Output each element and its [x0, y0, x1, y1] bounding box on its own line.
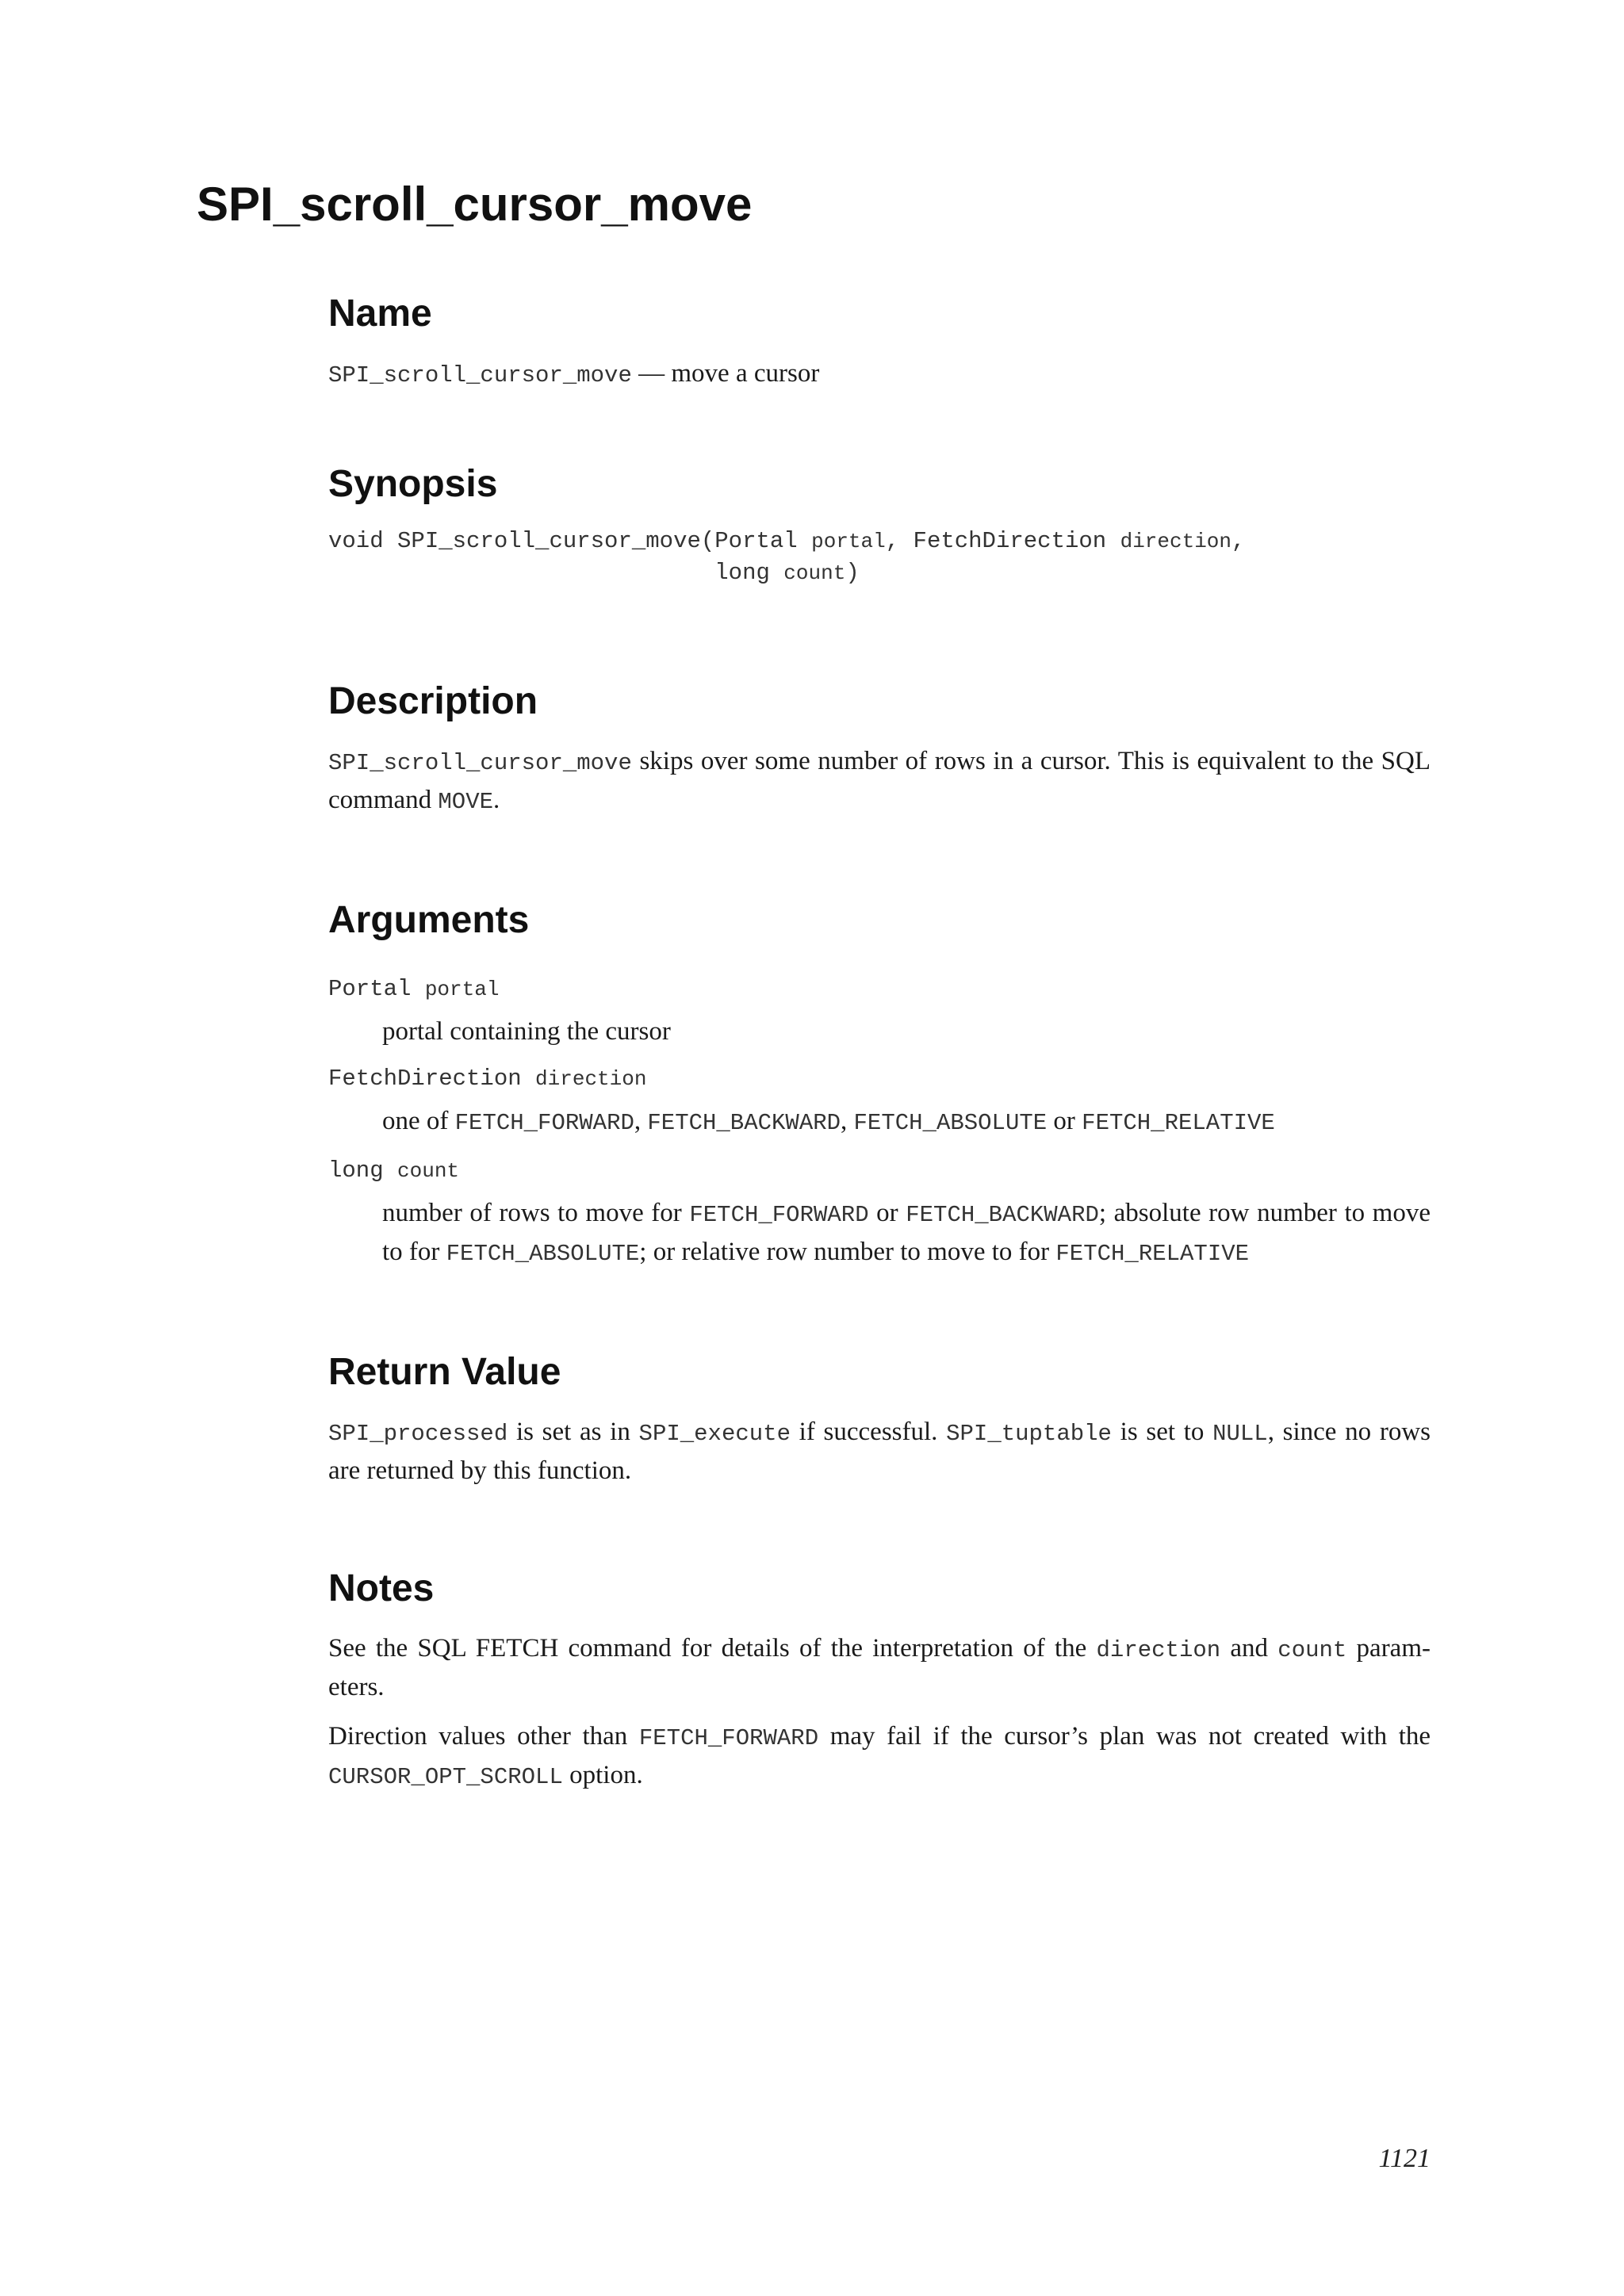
section-return-value — [328, 1349, 1431, 1489]
text: . — [493, 786, 500, 814]
text: ; absolute row number to move to for — [382, 1199, 1431, 1266]
code-term: CURSOR_OPT_SCROLL — [328, 1764, 563, 1790]
code-term: FETCH_RELATIVE — [1082, 1110, 1275, 1136]
text: number of rows to move for — [382, 1199, 690, 1227]
synopsis-text: long — [714, 560, 784, 586]
synopsis-text: , — [1231, 528, 1246, 554]
notes-paragraph — [328, 1718, 1431, 1796]
arg-name: direction — [535, 1067, 647, 1091]
argument-definition — [382, 1103, 1431, 1142]
function-name: SPI_scroll_cursor_move — [328, 362, 632, 388]
name-line — [328, 355, 1431, 394]
code-term: count — [1277, 1637, 1347, 1663]
text: option. — [562, 1761, 643, 1789]
code-term: FETCH_BACKWARD — [906, 1202, 1099, 1228]
text: is set to — [1111, 1418, 1213, 1446]
code-term: FETCH_BACKWARD — [647, 1110, 841, 1136]
section-notes — [328, 1565, 1431, 1796]
text: and — [1220, 1634, 1278, 1663]
code-term: FETCH_FORWARD — [689, 1202, 869, 1228]
code-term: SPI_scroll_cursor_move — [328, 750, 632, 776]
page-title: SPI_scroll_cursor_move — [197, 178, 753, 231]
code-term: direction — [1096, 1637, 1221, 1663]
heading-description: Description — [328, 680, 538, 722]
text: , — [841, 1107, 854, 1135]
text: may fail if the cursor’s plan was not created with the — [818, 1722, 1431, 1751]
text: , — [634, 1107, 648, 1135]
text: is set as in — [508, 1418, 639, 1446]
text: , since no rows are returned by this function. — [328, 1418, 1431, 1485]
arg-type: long — [328, 1158, 398, 1184]
page-number: 1121 — [1378, 2144, 1431, 2173]
argument-definition — [382, 1195, 1431, 1272]
synopsis-indent — [328, 560, 714, 586]
argument-term — [328, 1061, 1431, 1095]
arg-name: count — [397, 1159, 460, 1183]
text: if successful. — [790, 1418, 947, 1446]
synopsis-text: , FetchDirection — [885, 528, 1120, 554]
synopsis-text: ) — [845, 560, 860, 586]
section-arguments — [328, 897, 1431, 1272]
text: skips over some number of rows in a cursor. This is equivalent to the SQL command — [328, 747, 1431, 814]
section-synopsis — [328, 461, 1431, 589]
argument-term — [328, 971, 1431, 1005]
synopsis-param: count — [783, 561, 846, 585]
heading-return-value: Return Value — [328, 1351, 561, 1393]
code-term: SPI_tuptable — [946, 1421, 1112, 1447]
arg-type: FetchDirection — [328, 1066, 536, 1092]
heading-name: Name — [328, 293, 432, 335]
text: one of — [382, 1107, 455, 1135]
code-term: NULL — [1212, 1421, 1268, 1447]
code-term: SPI_execute — [638, 1421, 791, 1447]
synopsis-text: void SPI_scroll_cursor_move(Portal — [328, 528, 812, 554]
text: or — [868, 1199, 906, 1227]
name-summary: — move a cursor — [631, 359, 820, 388]
text: Direction values other than — [328, 1722, 639, 1751]
argument-definition: portal containing the cursor — [382, 1017, 671, 1046]
code-term: FETCH_ABSOLUTE — [853, 1110, 1048, 1136]
text: ; or relative row number to move to for — [639, 1238, 1056, 1266]
arg-type: Portal — [328, 976, 425, 1002]
description-text — [328, 743, 1431, 821]
synopsis-code — [328, 526, 1431, 589]
text: or — [1047, 1107, 1082, 1135]
code-term: MOVE — [438, 789, 494, 815]
section-name — [328, 290, 1431, 394]
code-term: FETCH_RELATIVE — [1055, 1241, 1250, 1267]
heading-arguments: Arguments — [328, 899, 530, 941]
content — [328, 290, 1431, 1867]
code-term: FETCH_ABSOLUTE — [446, 1241, 640, 1267]
heading-notes: Notes — [328, 1567, 435, 1609]
text: See the SQL FETCH command for details of the interpretation of the — [328, 1634, 1097, 1663]
return-value-text — [328, 1414, 1431, 1489]
synopsis-param: direction — [1120, 530, 1232, 553]
code-term: FETCH_FORWARD — [454, 1110, 634, 1136]
section-description — [328, 678, 1431, 821]
argument-term — [328, 1153, 1431, 1187]
text: param-eters. — [328, 1634, 1431, 1701]
notes-paragraph — [328, 1630, 1431, 1705]
heading-synopsis: Synopsis — [328, 463, 498, 505]
arg-name: portal — [424, 978, 500, 1001]
code-term: FETCH_FORWARD — [638, 1725, 819, 1751]
code-term: SPI_processed — [328, 1421, 508, 1447]
synopsis-param: portal — [811, 530, 886, 553]
